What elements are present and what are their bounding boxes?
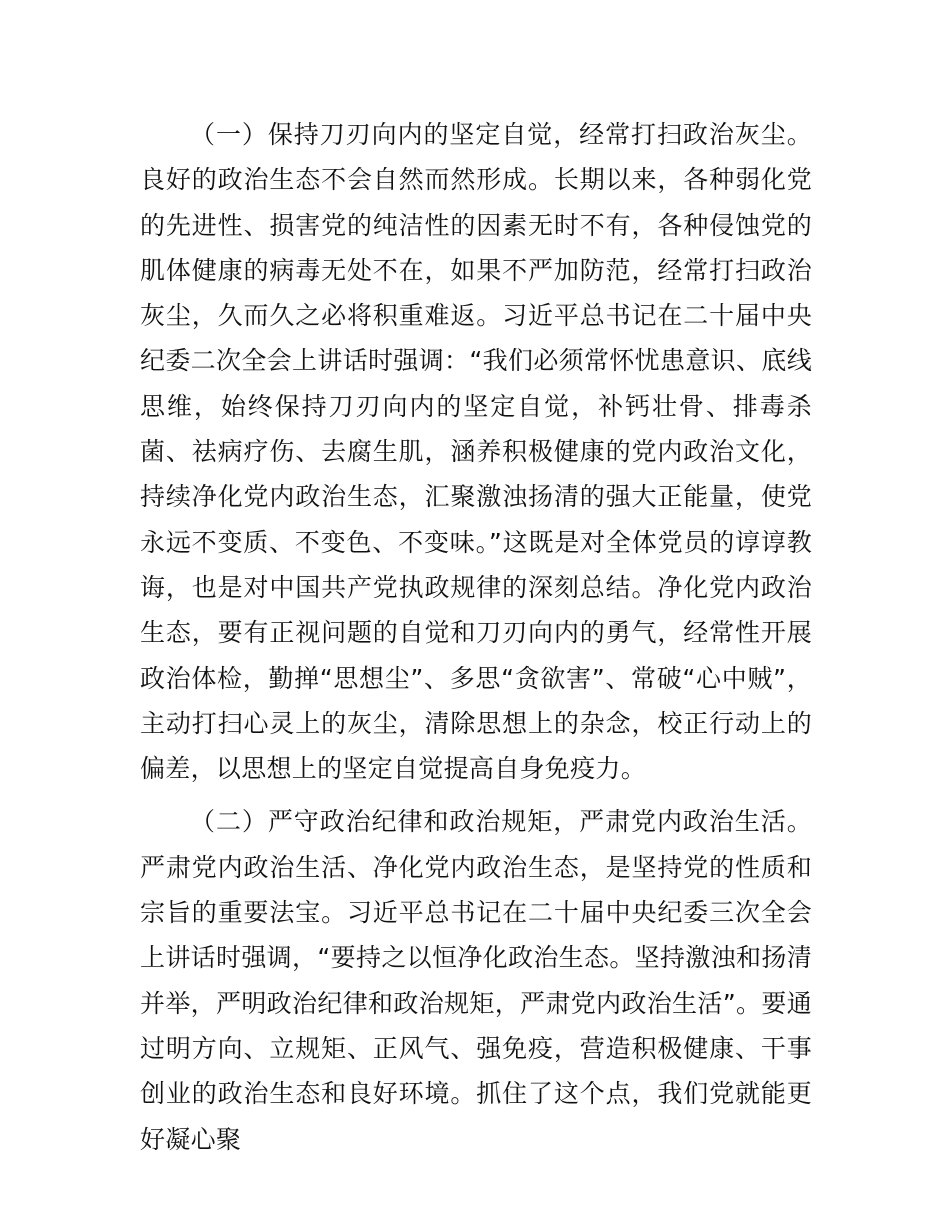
paragraph-2: （二）严守政治纪律和政治规矩，严肃党内政治生活。严肃党内政治生活、净化党内政治生态，是坚持党的性质和宗旨的重要法宝。习近平总书记在二十届中央纪委三次全会上讲话时强调，“要持之以恒净化政治生态。坚持激浊和扬清并举，严明政治纪律和政治规矩，严肃党内政治生活”。要通过明方向、立规矩、正风气、强免疫，营造积极健康、干事创业的政治生态和良好环境。抓住了这个点，我们党就能更好凝心聚 [140, 807, 812, 1154]
document-body [140, 112, 812, 1162]
paragraph-1: （一）保持刀刃向内的坚定自觉，经常打扫政治灰尘。良好的政治生态不会自然而然形成。长期以来，各种弱化党的先进性、损害党的纯洁性的因素无时不有，各种侵蚀党的肌体健康的病毒无处不在，如果不严加防范，经常打扫政治灰尘，久而久之必将积重难返。习近平总书记在二十届中央纪委二次全会上讲话时强调：“我们必须常怀忧患意识、底线思维，始终保持刀刃向内的坚定自觉，补钙壮骨、排毒杀菌、祛病疗伤、去腐生肌，涵养积极健康的党内政治文化，持续净化党内政治生态，汇聚激浊扬清的强大正能量，使党永远不变质、不变色、不变味。”这既是对全体党员的谆谆教诲，也是对中国共产党执政规律的深刻总结。净化党内政治生态，要有正视问题的自觉和刀刃向内的勇气，经常性开展政治体检，勤掸“思想尘”、多思“贪欲害”、常破“心中贼”，主动打扫心灵上的灰尘，清除思想上的杂念，校正行动上的偏差，以思想上的坚定自觉提高自身免疫力。 [140, 120, 812, 784]
